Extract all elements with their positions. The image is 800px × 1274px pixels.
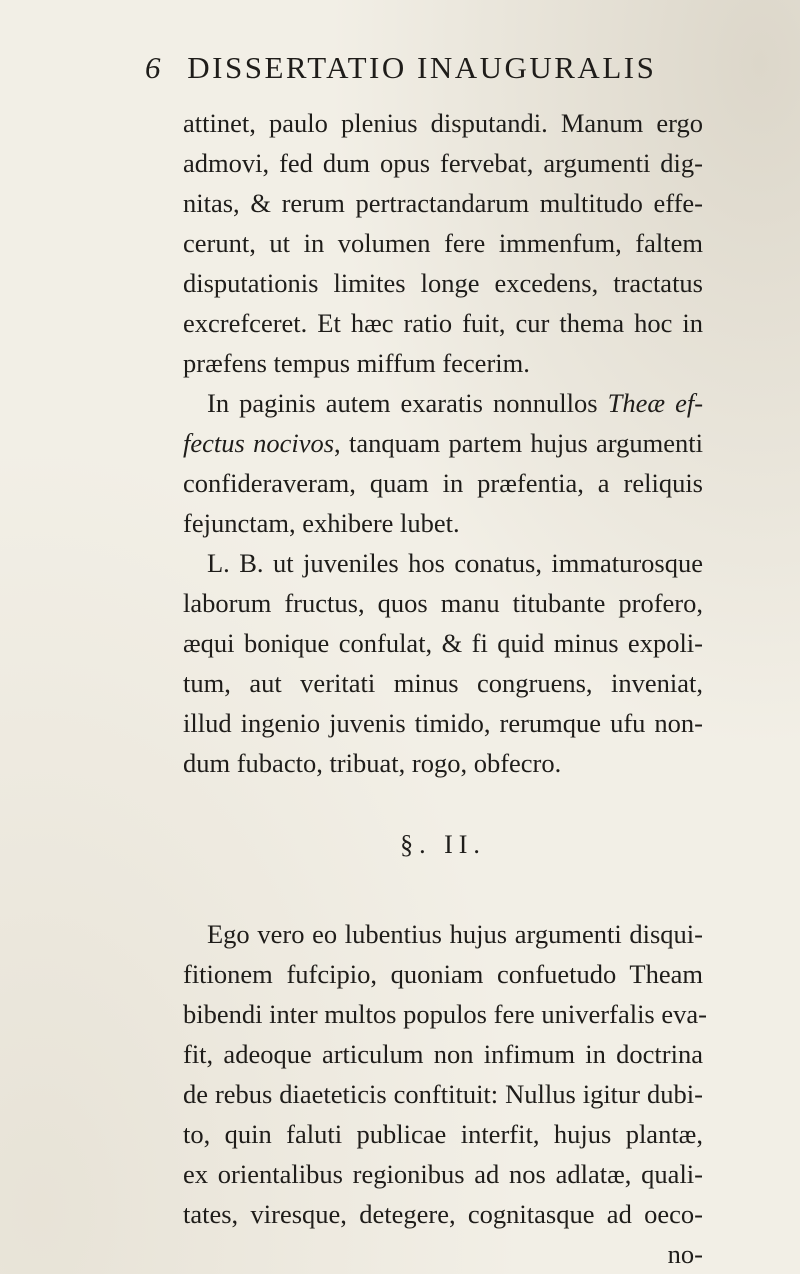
text-line: attinet, paulo plenius disputandi. Manum ergo (183, 108, 703, 138)
page-number: 6 (145, 50, 163, 85)
text-line: bibendi inter multos populos fere univerfalis eva- (183, 999, 707, 1029)
text-line: Ego vero eo lubentius hujus argumenti disqui- (207, 919, 703, 949)
text-line: disputationis limites longe excedens, tractatus (183, 268, 703, 298)
running-title: DISSERTATIO INAUGURALIS (187, 50, 657, 85)
text-line: fit, adeoque articulum non infimum in doctrina (183, 1039, 703, 1069)
text-line: L. B. ut juveniles hos conatus, immaturosque (207, 548, 703, 578)
text-line: laborum fructus, quos manu titubante profero, (183, 588, 703, 618)
text-line: tum, aut veritati minus congruens, inveniat, (183, 668, 703, 698)
text-line: fejunctam, exhibere lubet. (183, 508, 460, 538)
text-line: de rebus diaeteticis conftituit: Nullus igitur dubi- (183, 1079, 703, 1109)
text-line: æqui bonique confulat, & fi quid minus expoli- (183, 628, 703, 658)
text-line: admovi, fed dum opus fervebat, argumenti dig- (183, 148, 703, 178)
text-line: to, quin faluti publicae interfit, hujus plantæ, (183, 1119, 703, 1149)
section-heading: §. II. (400, 830, 486, 859)
text-line: ex orientalibus regionibus ad nos adlatæ, quali- (183, 1159, 703, 1189)
text-line (207, 383, 703, 423)
text-span: In paginis autem exaratis nonnullos (207, 388, 598, 418)
text-line: confideraveram, quam in præfentia, a reliquis (183, 468, 703, 498)
text-line: fitionem fufcipio, quoniam confuetudo Theam (183, 959, 703, 989)
catchword: no- (667, 1239, 703, 1269)
text-span: , tanquam partem hujus argumenti (334, 428, 703, 458)
text-line (183, 423, 703, 463)
text-line: illud ingenio juvenis timido, rerumque ufu non- (183, 708, 703, 738)
italic-term: fectus nocivos (183, 428, 335, 458)
italic-term: Theæ ef- (607, 388, 704, 418)
text-line: excrefceret. Et hæc ratio fuit, cur thema hoc in (183, 308, 703, 338)
text-line: dum fubacto, tribuat, rogo, obfecro. (183, 748, 562, 778)
text-line: præfens tempus miffum fecerim. (183, 348, 530, 378)
text-line: tates, viresque, detegere, cognitasque ad oeco- (183, 1199, 703, 1229)
text-line: cerunt, ut in volumen fere immenfum, faltem (183, 228, 703, 258)
text-line: nitas, & rerum pertractandarum multitudo effe- (183, 188, 703, 218)
running-head (145, 50, 656, 86)
